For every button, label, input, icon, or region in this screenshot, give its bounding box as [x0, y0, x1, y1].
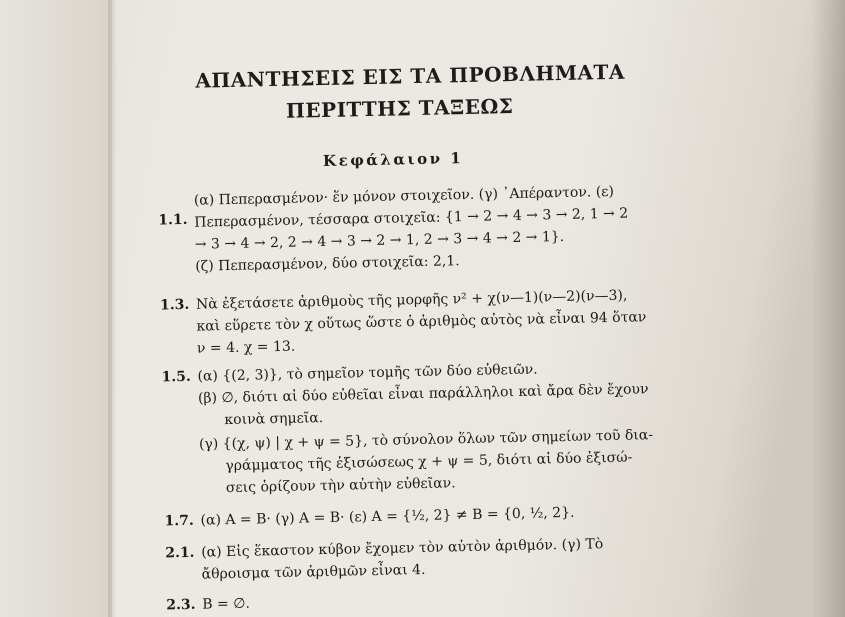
answer-line: Νὰ ἐξετάσετε ἀριθμοὺς τῆς μορφῆς ν² + χ(ν—1)(ν—2)(ν—3),	[195, 287, 628, 313]
answer-number: 1.7.	[164, 512, 194, 530]
right-edge-shadow	[811, 0, 845, 617]
answer-number: 1.5.	[161, 368, 191, 386]
answer-line: (α) Πεπερασμένον· ἕν μόνον στοιχεῖον. (γ) ᾿Απέραντον. (ε)	[193, 183, 615, 209]
answer-line: (β) ∅, διότι αἱ δύο εὐθεῖαι εἶναι παράλληλοι καὶ ἄρα δὲν ἔχουν	[197, 381, 649, 407]
answer-line: Πεπερασμένον, τέσσαρα στοιχεῖα: {1 → 2 → 4 → 3 → 2, 1 → 2	[194, 205, 629, 231]
answer-number: 1.3.	[159, 296, 190, 314]
answer-line: σεις ὁρίζουν τὴν αὐτὴν εὐθεῖαν.	[225, 475, 456, 497]
chapter-heading: Κεφάλαιον 1	[322, 149, 464, 170]
answer-line: (γ) {(χ, ψ) | χ + ψ = 5}, τὸ σύνολον ὅλων τῶν σημείων τοῦ δια-	[198, 427, 654, 453]
answer-line: ν = 4. χ = 13.	[196, 338, 296, 357]
answer-line: κοινὰ σημεῖα.	[224, 410, 324, 429]
answer-number: 2.1.	[165, 544, 195, 562]
answer-line: καὶ εὕρετε τὸν χ οὕτως ὥστε ὁ ἀριθμὸς αὐτὸς νὰ εἶναι 94 ὅταν	[196, 309, 647, 335]
page-title-line-1: ΑΠΑΝΤΗΣΕΙΣ ΕΙΣ ΤΑ ΠΡΟΒΛΗΜΑΤΑ	[195, 59, 626, 93]
answer-line: (α) A = B· (γ) A = B· (ε) A = {½, 2} ≠ B = {0, ½, 2}.	[200, 504, 575, 529]
answer-line: γράμματος τῆς ἐξισώσεως χ + ψ = 5, διότι αἱ δύο ἐξισώ-	[225, 449, 633, 475]
answer-number: 2.3.	[166, 596, 196, 614]
answer-line: (α) {(2, 3)}, τὸ σημεῖον τομῆς τῶν δύο εὐθειῶν.	[197, 361, 538, 385]
answer-number: 1.1.	[158, 211, 188, 229]
answer-line: → 3 → 4 → 2, 2 → 4 → 3 → 2 → 1, 2 → 3 → 4 → 2 → 1}.	[194, 228, 565, 253]
answer-line: (ζ) Πεπερασμένον, δύο στοιχεῖα: 2,1.	[195, 253, 460, 275]
answer-line: ἄθροισμα τῶν ἀριθμῶν εἶναι 4.	[201, 561, 426, 583]
answer-line: B = ∅.	[202, 595, 251, 613]
page-title-line-2: ΠΕΡΙΤΤΗΣ ΤΑΞΕΩΣ	[285, 94, 514, 123]
answer-line: (α) Εἰς ἕκαστον κύβον ἔχομεν τὸν αὐτὸν ἀριθμόν. (γ) Τὸ	[201, 536, 604, 561]
